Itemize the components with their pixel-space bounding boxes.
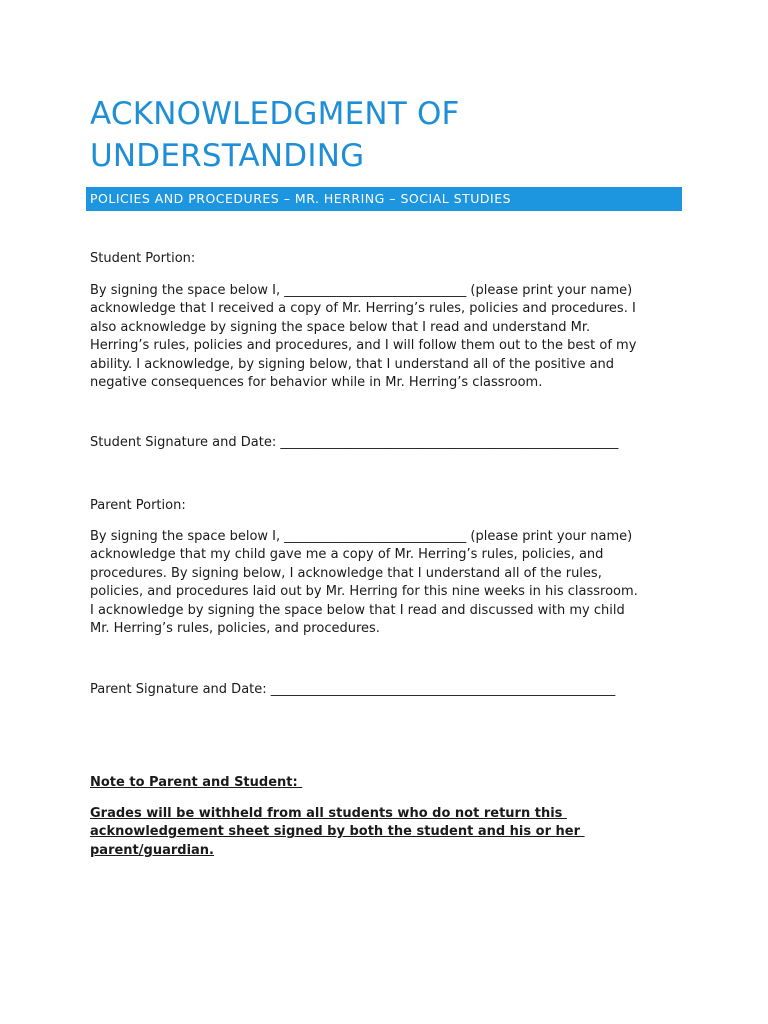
student-line: negative consequences for behavior while in Mr. Herring’s classroom. (90, 375, 543, 391)
student-portion-heading: Student Portion: (90, 251, 196, 266)
parent-line: procedures. By signing below, I acknowledge that I understand all of the rules, (90, 565, 602, 581)
title-line-1: ACKNOWLEDGMENT OF (90, 96, 460, 132)
note-heading: Note to Parent and Student: (90, 775, 303, 790)
student-paragraph (90, 282, 686, 392)
student-line: Herring’s rules, policies and procedures, and I will follow them out to the best of my (90, 338, 637, 354)
student-line: ability. I acknowledge, by signing below, that I understand all of the positive and (90, 356, 615, 372)
student-signature-line: Student Signature and Date: ____________________________________________________ (90, 435, 619, 450)
title-line-2: UNDERSTANDING (90, 138, 365, 174)
subtitle-text: POLICIES AND PROCEDURES – MR. HERRING – SOCIAL STUDIES (90, 191, 512, 206)
parent-line: I acknowledge by signing the space below that I read and discussed with my child (90, 602, 625, 618)
student-line: acknowledge that I received a copy of Mr. Herring’s rules, policies and procedures. I (90, 301, 636, 317)
parent-line: Mr. Herring’s rules, policies, and procedures. (90, 621, 380, 637)
parent-signature-line: Parent Signature and Date: _____________________________________________________ (90, 682, 616, 697)
document-title (90, 93, 690, 177)
parent-line: acknowledge that my child gave me a copy of Mr. Herring’s rules, policies, and (90, 547, 604, 563)
note-line: acknowledgement sheet signed by both the student and his or her (90, 824, 585, 840)
parent-line: policies, and procedures laid out by Mr. Herring for this nine weeks in his classroom. (90, 584, 638, 600)
parent-portion-heading: Parent Portion: (90, 498, 186, 513)
note-paragraph (90, 805, 686, 860)
parent-paragraph (90, 528, 686, 638)
student-line: also acknowledge by signing the space below that I read and understand Mr. (90, 319, 591, 335)
parent-line: By signing the space below I, ____________________________ (please print your name) (90, 529, 633, 544)
student-line: By signing the space below I, ____________________________ (please print your name) (90, 283, 633, 298)
note-line: parent/guardian. (90, 842, 214, 858)
subtitle-banner (86, 187, 682, 211)
note-line: Grades will be withheld from all students who do not return this (90, 806, 567, 821)
